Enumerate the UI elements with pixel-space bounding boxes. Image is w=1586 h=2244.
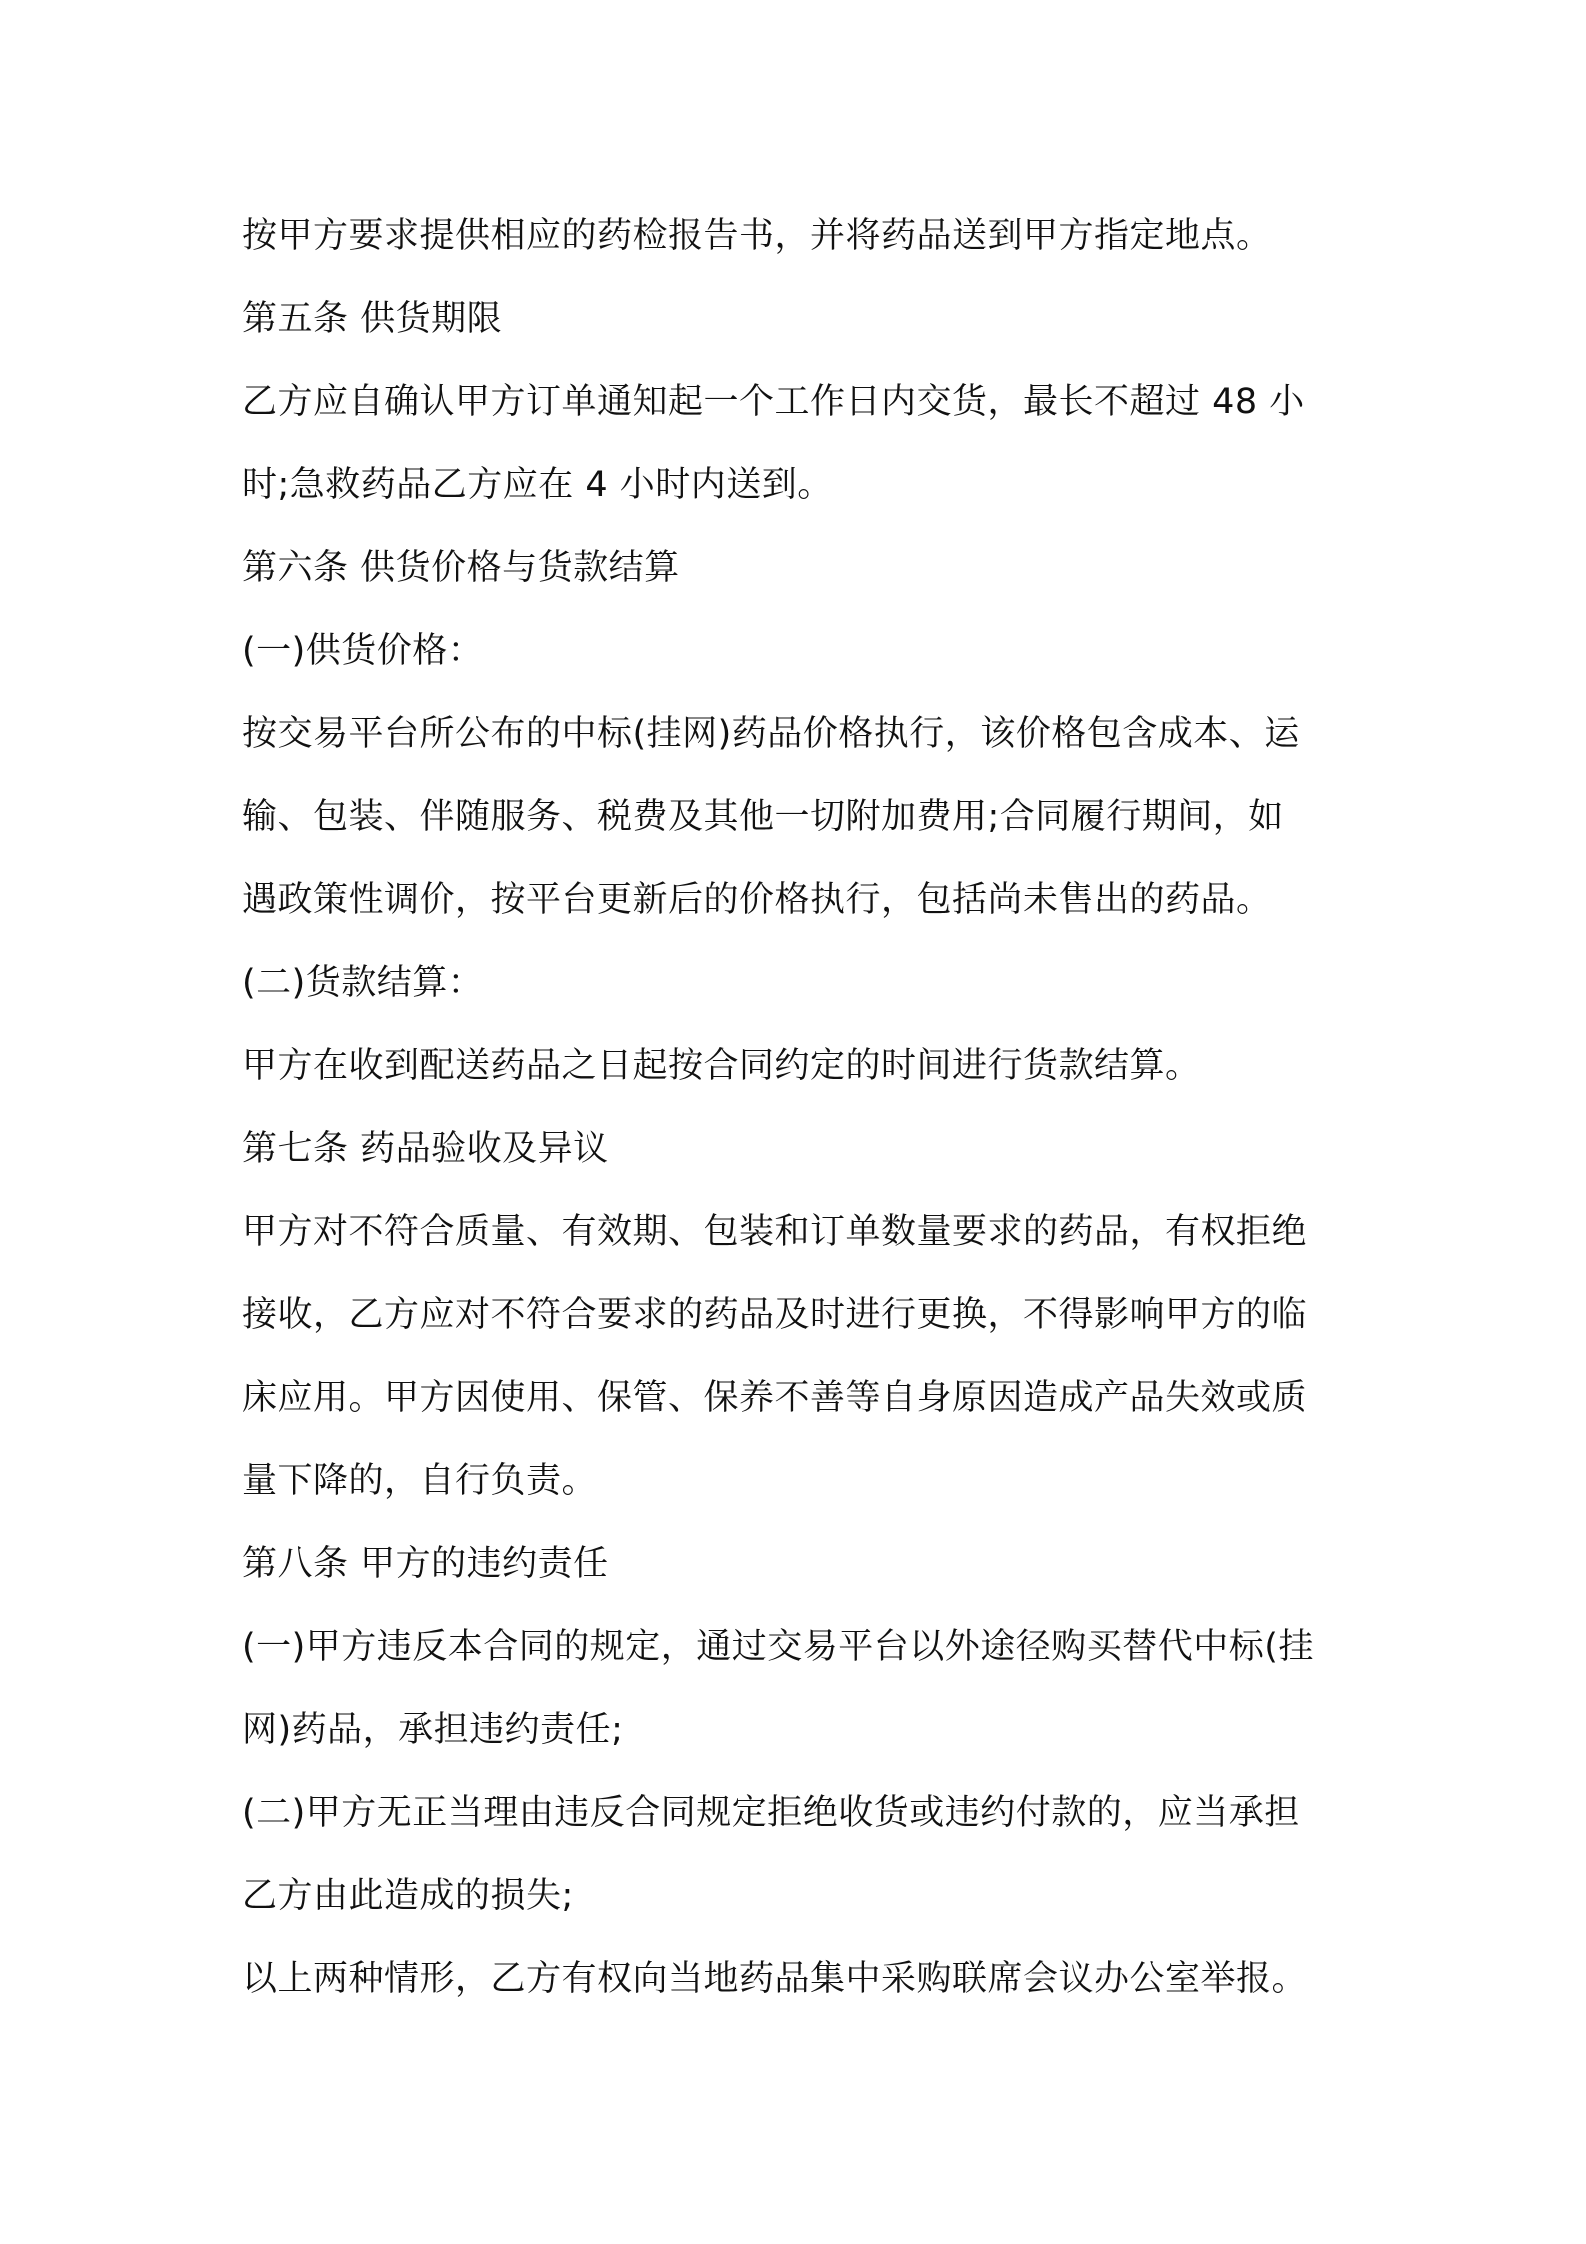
paragraph-line: 甲方对不符合质量、有效期、包装和订单数量要求的药品，有权拒绝 — [242, 1212, 1308, 1252]
article-5-heading: 第五条 供货期限 — [242, 299, 503, 339]
paragraph-line: 网)药品，承担违约责任; — [242, 1710, 624, 1750]
article-7-heading: 第七条 药品验收及异议 — [242, 1129, 609, 1169]
paragraph-line: 乙方应自确认甲方订单通知起一个工作日内交货，最长不超过 48 小 — [242, 382, 1305, 422]
paragraph-line: 按交易平台所公布的中标(挂网)药品价格执行，该价格包含成本、运 — [242, 714, 1300, 754]
paragraph-line: (一)甲方违反本合同的规定，通过交易平台以外途径购买替代中标(挂 — [242, 1627, 1314, 1667]
article-6-heading: 第六条 供货价格与货款结算 — [242, 548, 680, 588]
article-8-heading: 第八条 甲方的违约责任 — [242, 1544, 609, 1584]
contract-text-body — [242, 195, 1362, 2021]
paragraph-line: (二)甲方无正当理由违反合同规定拒绝收货或违约付款的，应当承担 — [242, 1793, 1300, 1833]
subsection-heading: (二)货款结算： — [242, 963, 484, 1003]
paragraph-line: 时;急救药品乙方应在 4 小时内送到。 — [242, 465, 833, 505]
paragraph-line: 输、包装、伴随服务、税费及其他一切附加费用;合同履行期间，如 — [242, 797, 1284, 837]
paragraph-line: 接收，乙方应对不符合要求的药品及时进行更换，不得影响甲方的临 — [242, 1295, 1308, 1335]
paragraph-line: 甲方在收到配送药品之日起按合同约定的时间进行货款结算。 — [242, 1046, 1201, 1086]
subsection-heading: (一)供货价格： — [242, 631, 484, 671]
paragraph-line: 乙方由此造成的损失; — [242, 1876, 574, 1916]
paragraph-line: 遇政策性调价，按平台更新后的价格执行，包括尚未售出的药品。 — [242, 880, 1272, 920]
paragraph-line: 量下降的，自行负责。 — [242, 1461, 598, 1501]
paragraph-line: 按甲方要求提供相应的药检报告书，并将药品送到甲方指定地点。 — [242, 216, 1272, 256]
paragraph-line: 以上两种情形，乙方有权向当地药品集中采购联席会议办公室举报。 — [242, 1959, 1308, 1999]
paragraph-line: 床应用。甲方因使用、保管、保养不善等自身原因造成产品失效或质 — [242, 1378, 1308, 1418]
